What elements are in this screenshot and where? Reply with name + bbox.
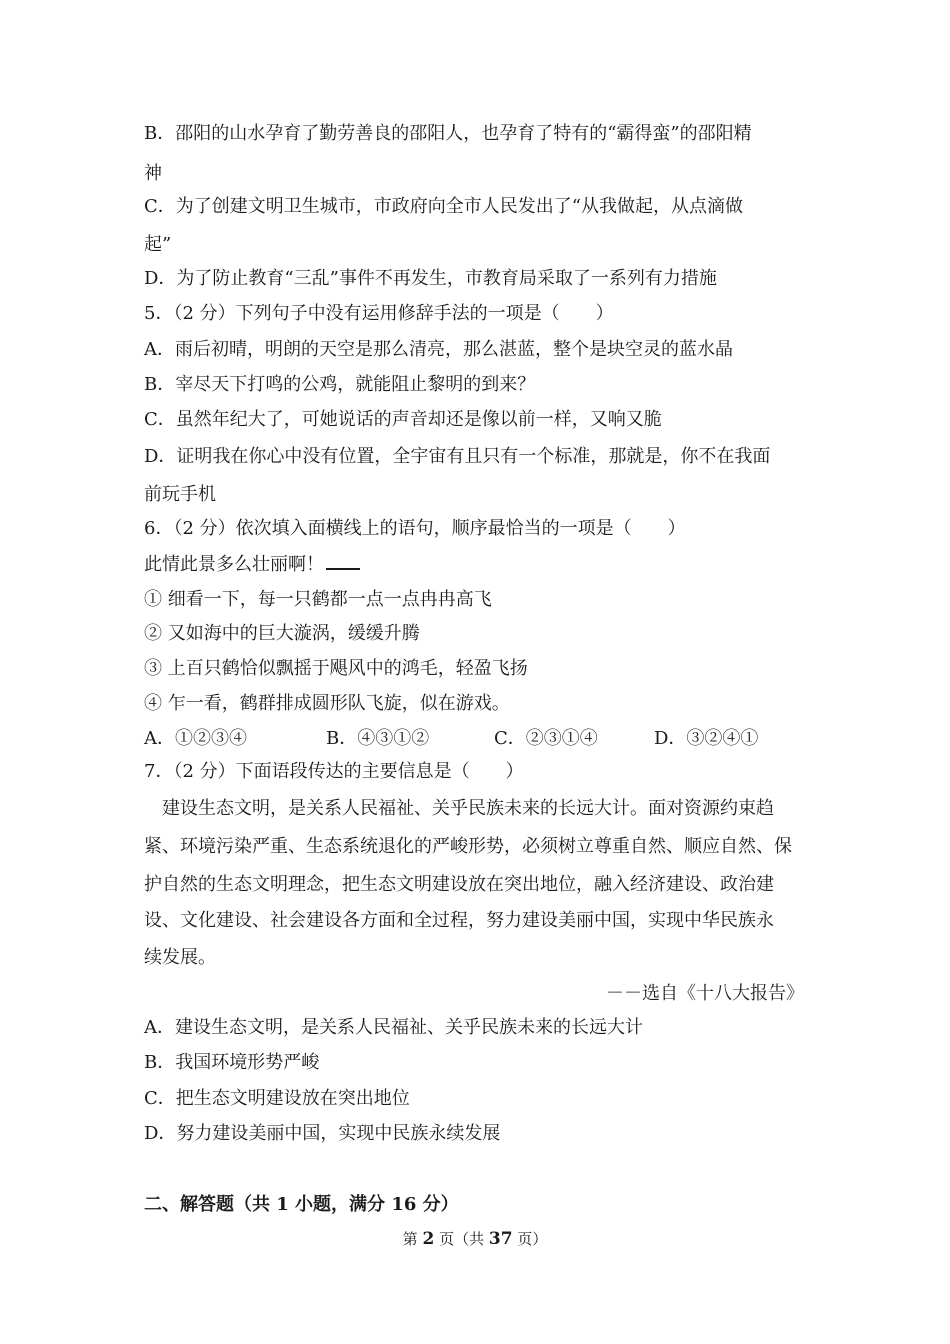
- q4-option-b-line2: 神: [144, 163, 162, 184]
- q5-option-d-line2: 前玩手机: [144, 484, 216, 505]
- q4-option-d: D．为了防止教育“三乱”事件不再发生，市教育局采取了一系列有力措施: [144, 268, 717, 289]
- q7-option-c: C．把生态文明建设放在突出地位: [144, 1088, 410, 1109]
- q6-stem-text: 此情此景多么壮丽啊！: [144, 554, 324, 575]
- q7-passage-line4: 设、文化建设、社会建设各方面和全过程，努力建设美丽中国，实现中华民族永: [144, 910, 774, 931]
- q6-option-b: B．④③①②: [326, 728, 430, 749]
- q6-stem: [144, 552, 360, 577]
- q7-passage-line5: 续发展。: [144, 947, 216, 968]
- footer-page-number: 2: [422, 1229, 435, 1249]
- q7-option-b: B．我国环境形势严峻: [144, 1052, 320, 1073]
- q4-option-b-line1: B．邵阳的山水孕育了勤劳善良的邵阳人，也孕育了特有的“霸得蛮”的邵阳精: [144, 123, 752, 144]
- page-footer: [0, 1228, 950, 1250]
- footer-middle: 页（共: [439, 1230, 485, 1248]
- q6-item-3: ③ 上百只鹤恰似飘摇于飓风中的鸿毛，轻盈飞扬: [144, 658, 528, 679]
- q6-item-1: ① 细看一下，每一只鹤都一点一点冉冉高飞: [144, 589, 492, 610]
- question-5: 5．（2 分）下列句子中没有运用修辞手法的一项是（ ）: [144, 303, 614, 324]
- q6-options: [144, 727, 758, 751]
- q6-option-a: A．①②③④: [144, 728, 247, 749]
- section-heading: 二、解答题（共 1 小题，满分 16 分）: [144, 1194, 459, 1215]
- q7-option-a: A．建设生态文明，是关系人民福祉、关乎民族未来的长远大计: [144, 1017, 643, 1038]
- footer-prefix: 第: [402, 1230, 418, 1248]
- q7-source: －－选自《十八大报告》: [606, 983, 804, 1004]
- q4-option-c-line1: C．为了创建文明卫生城市，市政府向全市人民发出了“从我做起，从点滴做: [144, 196, 743, 217]
- q7-passage-line2: 紧、环境污染严重、生态系统退化的严峻形势，必须树立尊重自然、顺应自然、保: [144, 836, 792, 857]
- q5-option-d-line1: D．证明我在你心中没有位置，全宇宙有且只有一个标准，那就是，你不在我面: [144, 446, 771, 467]
- q7-passage-line1: 建设生态文明，是关系人民福祉、关乎民族未来的长远大计。面对资源约束趋: [162, 798, 774, 819]
- q5-option-c: C．虽然年纪大了，可她说话的声音却还是像以前一样，又响又脆: [144, 409, 662, 430]
- q6-option-d: D．③②④①: [654, 728, 759, 749]
- q5-option-a: A．雨后初晴，明朗的天空是那么清亮，那么湛蓝，整个是块空灵的蓝水晶: [144, 339, 733, 360]
- q7-passage-line3: 护自然的生态文明理念，把生态文明建设放在突出地位，融入经济建设、政治建: [144, 874, 774, 895]
- footer-total-pages: 37: [488, 1229, 513, 1249]
- q4-option-c-line2: 起”: [144, 234, 172, 255]
- question-6: 6．（2 分）依次填入面横线上的语句，顺序最恰当的一项是（ ）: [144, 518, 686, 539]
- q6-option-c: C．②③①④: [494, 728, 598, 749]
- q7-option-d: D．努力建设美丽中国，实现中民族永续发展: [144, 1123, 501, 1144]
- fill-blank: [326, 552, 360, 570]
- question-7: 7．（2 分）下面语段传达的主要信息是（ ）: [144, 761, 524, 782]
- footer-suffix: 页）: [517, 1230, 548, 1248]
- q6-item-4: ④ 乍一看，鹤群排成圆形队飞旋，似在游戏。: [144, 693, 510, 714]
- q6-item-2: ② 又如海中的巨大漩涡，缓缓升腾: [144, 623, 420, 644]
- q5-option-b: B．宰尽天下打鸣的公鸡，就能阻止黎明的到来？: [144, 374, 536, 395]
